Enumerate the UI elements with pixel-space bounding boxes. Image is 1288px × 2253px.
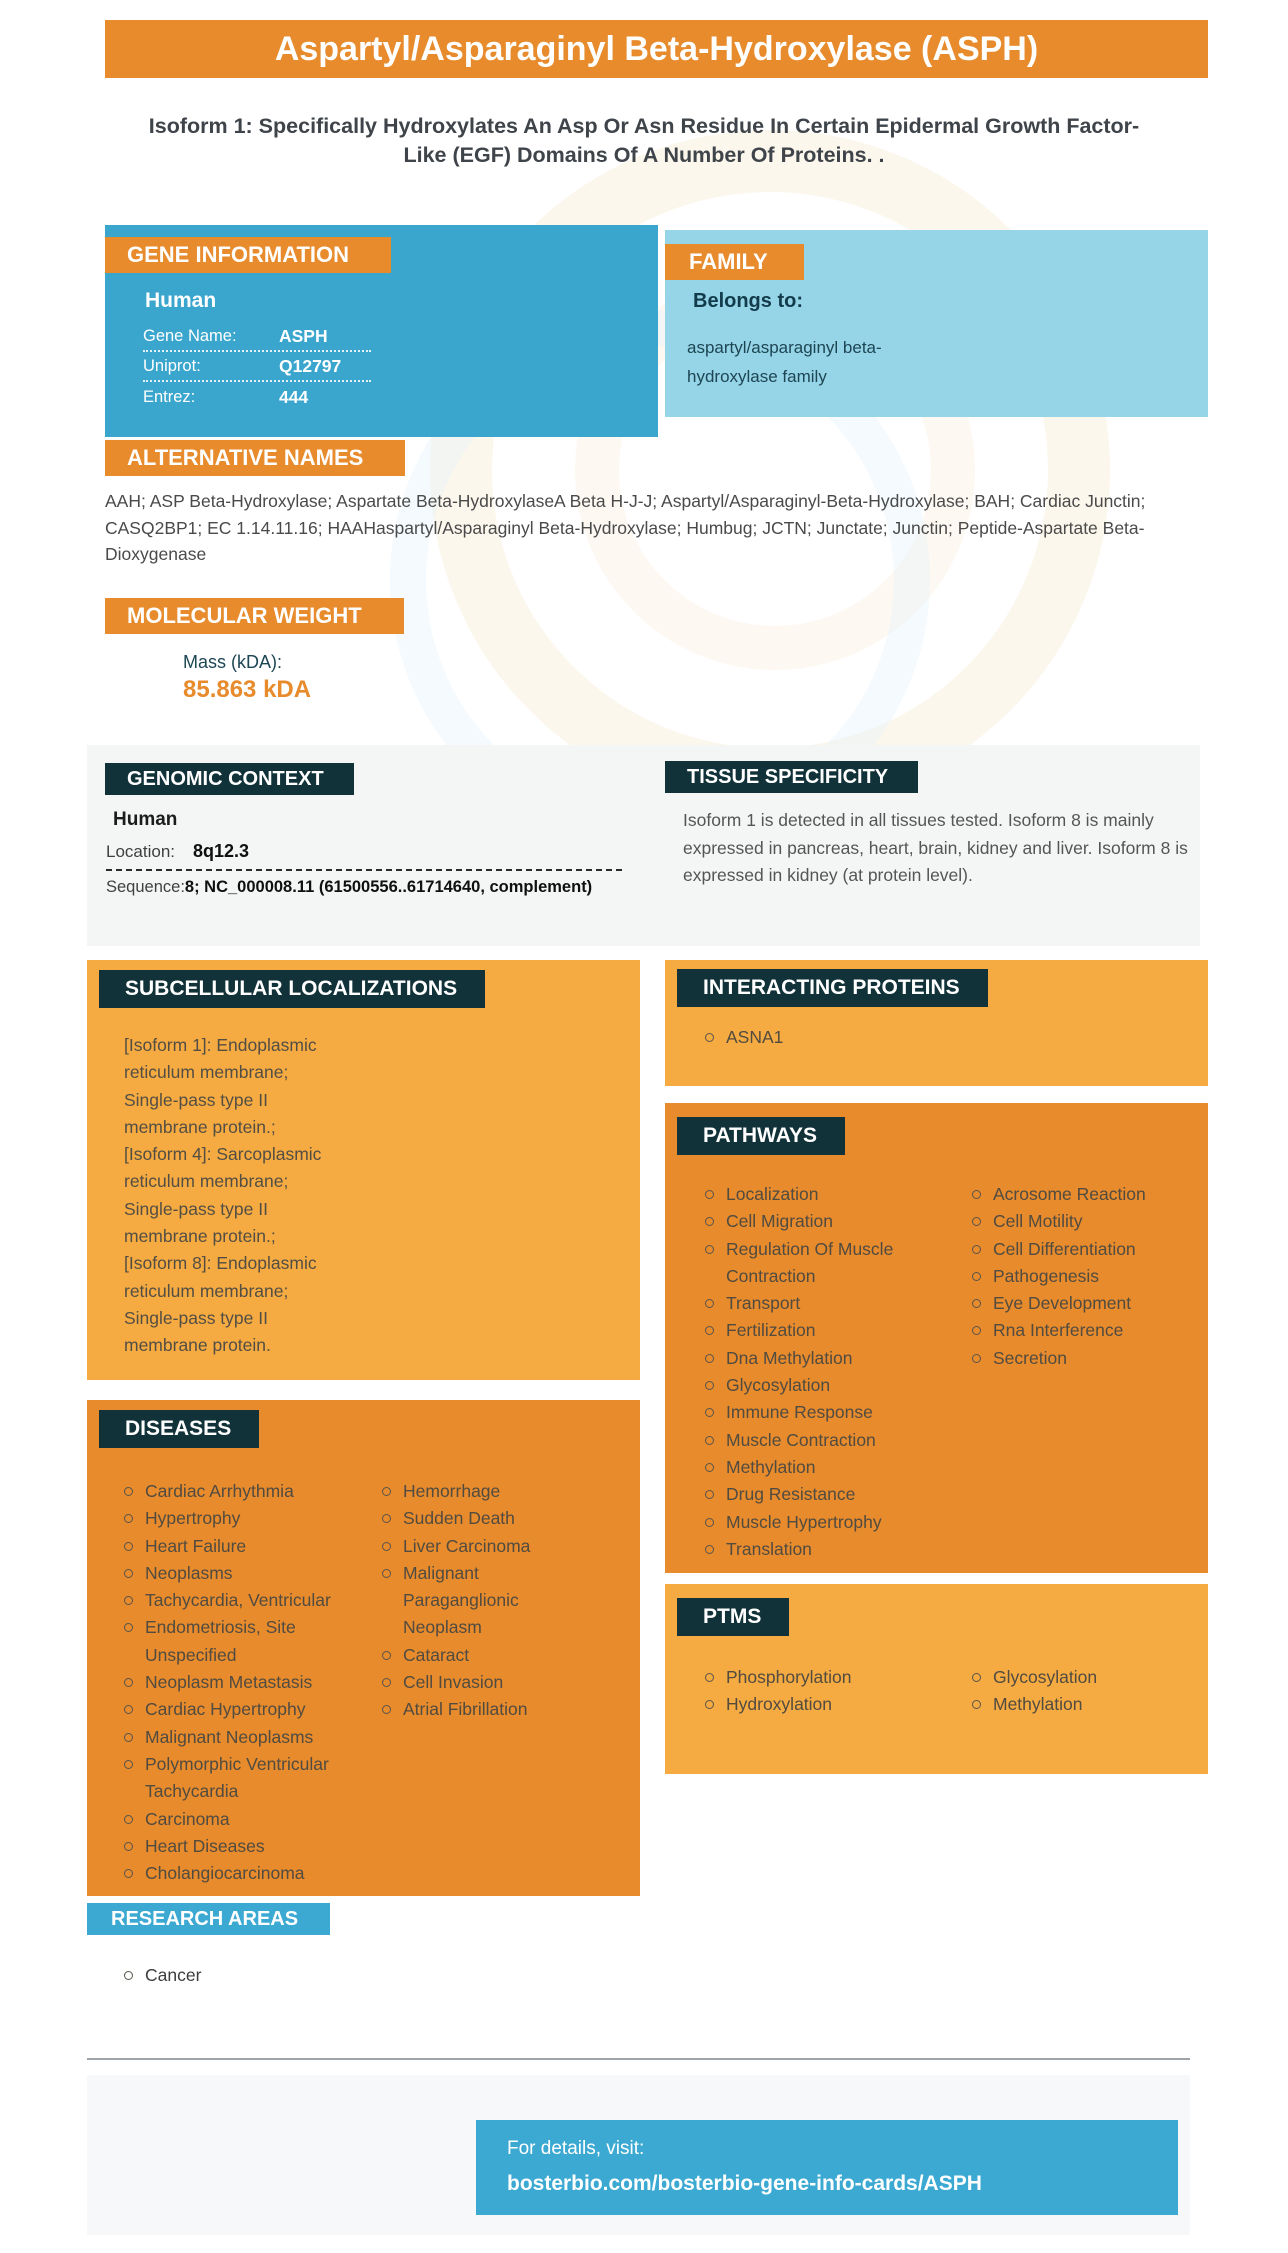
pathway-item: Rna Interference	[972, 1317, 1177, 1344]
disease-item: Malignant Paraganglionic Neoplasm	[382, 1560, 552, 1642]
pathway-item: Drug Resistance	[705, 1481, 930, 1508]
page-subtitle: Isoform 1: Specifically Hydroxylates An Asp Or Asn Residue In Certain Epidermal Growth Factor-Like (EGF) Domains Of A Number Of Proteins. .	[148, 114, 1140, 167]
diseases-box	[87, 1400, 640, 1896]
pathway-item: Cell Motility	[972, 1208, 1177, 1235]
disease-item: Atrial Fibrillation	[382, 1696, 552, 1723]
sequence-value: 8; NC_000008.11 (61500556..61714640, complement)	[184, 878, 593, 896]
disease-item: Liver Carcinoma	[382, 1533, 552, 1560]
genomic-context-heading: GENOMIC CONTEXT	[105, 763, 354, 795]
species-label: Human	[145, 289, 217, 312]
family-value: aspartyl/asparaginyl beta-hydroxylase family	[687, 338, 882, 386]
alternative-names-text: AAH; ASP Beta-Hydroxylase; Aspartate Beta-HydroxylaseA Beta H-J-J; Aspartyl/Asparaginyl-Beta-Hydroxylase; BAH; Cardiac Junctin; CASQ2BP1; EC 1.14.11.16; HAAHaspartyl/Asparaginyl Beta-Hydroxylase; Humbug; JCTN; Junctate; Junctin; Peptide-Aspartate Beta-Dioxygenase	[105, 491, 1146, 564]
interacting-proteins-list	[705, 1024, 783, 1051]
pathway-item: Acrosome Reaction	[972, 1181, 1177, 1208]
subcellular-localizations-heading: SUBCELLULAR LOCALIZATIONS	[99, 970, 485, 1008]
genomic-tissue-section	[87, 745, 1200, 946]
subcellular-localizations-text: [Isoform 1]: Endoplasmic reticulum membrane; Single-pass type II membrane protein.; [Isoform 4]: Sarcoplasmic reticulum membrane; Single-pass type II membrane protein.; [Isoform 8]: Endoplasmic reticulum membrane; Single-pass type II membrane protein.	[124, 1035, 322, 1356]
interacting-protein-item: ASNA1	[705, 1024, 783, 1051]
family-heading: FAMILY	[665, 244, 804, 280]
gene-information-box	[105, 225, 658, 437]
belongs-to-label: Belongs to:	[693, 290, 803, 312]
entrez-row	[143, 382, 371, 412]
entrez-value: 444	[279, 386, 309, 407]
pathway-item: Muscle Contraction	[705, 1427, 930, 1454]
entrez-label: Entrez:	[143, 387, 196, 406]
footer-band	[87, 2075, 1190, 2235]
genomic-species-label: Human	[113, 809, 178, 830]
page-title: Aspartyl/Asparaginyl Beta-Hydroxylase (ASPH)	[105, 20, 1208, 78]
mass-label: Mass (kDA):	[183, 652, 282, 672]
interacting-proteins-box	[665, 960, 1208, 1086]
footer-divider	[87, 2058, 1190, 2060]
visit-url-link[interactable]: bosterbio.com/bosterbio-gene-info-cards/ASPH	[507, 2172, 982, 2195]
ptm-item: Methylation	[972, 1691, 1097, 1718]
disease-item: Cell Invasion	[382, 1669, 552, 1696]
pathway-item: Methylation	[705, 1454, 930, 1481]
gene-name-row	[143, 322, 371, 352]
uniprot-label: Uniprot:	[143, 356, 201, 375]
research-areas-list	[124, 1962, 201, 1989]
disease-item: Heart Diseases	[124, 1833, 349, 1860]
family-box	[665, 230, 1208, 417]
pathways-columns	[705, 1181, 1177, 1563]
pathway-item: Secretion	[972, 1345, 1177, 1372]
disease-item: Endometriosis, Site Unspecified	[124, 1614, 349, 1669]
ptms-heading: PTMS	[677, 1598, 789, 1636]
diseases-columns	[124, 1478, 552, 1887]
pathway-item: Muscle Hypertrophy	[705, 1509, 930, 1536]
research-area-item: Cancer	[124, 1962, 201, 1989]
gene-name-value: ASPH	[279, 325, 328, 346]
diseases-list-left	[124, 1478, 349, 1887]
disease-item: Heart Failure	[124, 1533, 349, 1560]
disease-item: Polymorphic Ventricular Tachycardia	[124, 1751, 349, 1806]
ptms-list-left	[705, 1664, 972, 1719]
disease-item: Hemorrhage	[382, 1478, 552, 1505]
pathway-item: Immune Response	[705, 1399, 930, 1426]
pathway-item: Fertilization	[705, 1317, 930, 1344]
pathways-heading: PATHWAYS	[677, 1117, 845, 1155]
dashed-divider	[106, 869, 622, 871]
tissue-specificity-text: Isoform 1 is detected in all tissues tested. Isoform 8 is mainly expressed in pancreas, heart, brain, kidney and liver. Isoform 8 is expressed in kidney (at protein level).	[683, 810, 1188, 885]
pathways-list-right	[972, 1181, 1177, 1563]
subcellular-localizations-box	[87, 960, 640, 1380]
disease-item: Carcinoma	[124, 1806, 349, 1833]
disease-item: Cardiac Hypertrophy	[124, 1696, 349, 1723]
ptm-item: Phosphorylation	[705, 1664, 972, 1691]
pathway-item: Translation	[705, 1536, 930, 1563]
molecular-weight-heading: MOLECULAR WEIGHT	[105, 598, 404, 634]
sequence-label: Sequence:	[106, 878, 185, 896]
ptm-item: Glycosylation	[972, 1664, 1097, 1691]
disease-item: Tachycardia, Ventricular	[124, 1587, 349, 1614]
location-label: Location:	[106, 842, 175, 861]
uniprot-row	[143, 352, 371, 382]
disease-item: Cholangiocarcinoma	[124, 1860, 349, 1887]
ptms-columns	[705, 1664, 1097, 1719]
diseases-heading: DISEASES	[99, 1410, 259, 1448]
pathway-item: Dna Methylation	[705, 1345, 930, 1372]
disease-item: Cardiac Arrhythmia	[124, 1478, 349, 1505]
research-areas-heading: RESEARCH AREAS	[87, 1903, 330, 1935]
alternative-names-heading: ALTERNATIVE NAMES	[105, 440, 405, 476]
pathway-item: Cell Differentiation	[972, 1236, 1177, 1263]
location-row	[106, 841, 249, 862]
ptms-box	[665, 1584, 1208, 1774]
disease-item: Hypertrophy	[124, 1505, 349, 1532]
diseases-list-right	[382, 1478, 552, 1887]
disease-item: Malignant Neoplasms	[124, 1724, 349, 1751]
disease-item: Neoplasm Metastasis	[124, 1669, 349, 1696]
disease-item: Neoplasms	[124, 1560, 349, 1587]
pathway-item: Cell Migration	[705, 1208, 930, 1235]
pathway-item: Regulation Of Muscle Contraction	[705, 1236, 930, 1291]
ptm-item: Hydroxylation	[705, 1691, 972, 1718]
uniprot-value: Q12797	[279, 355, 342, 376]
pathway-item: Eye Development	[972, 1290, 1177, 1317]
pathway-item: Localization	[705, 1181, 930, 1208]
visit-label: For details, visit:	[507, 2138, 645, 2159]
tissue-specificity-heading: TISSUE SPECIFICITY	[665, 761, 918, 793]
disease-item: Sudden Death	[382, 1505, 552, 1532]
sequence-row	[106, 878, 592, 897]
pathway-item: Pathogenesis	[972, 1263, 1177, 1290]
disease-item: Cataract	[382, 1642, 552, 1669]
visit-box	[476, 2120, 1178, 2215]
mass-value: 85.863 kDA	[183, 676, 312, 703]
pathway-item: Transport	[705, 1290, 930, 1317]
ptms-list-right	[972, 1664, 1097, 1719]
pathway-item: Glycosylation	[705, 1372, 930, 1399]
gene-name-label: Gene Name:	[143, 326, 237, 345]
gene-information-rows	[143, 322, 371, 412]
interacting-proteins-heading: INTERACTING PROTEINS	[677, 969, 988, 1007]
pathways-box	[665, 1103, 1208, 1573]
gene-information-heading: GENE INFORMATION	[105, 237, 391, 273]
pathways-list-left	[705, 1181, 930, 1563]
location-value: 8q12.3	[193, 841, 250, 861]
